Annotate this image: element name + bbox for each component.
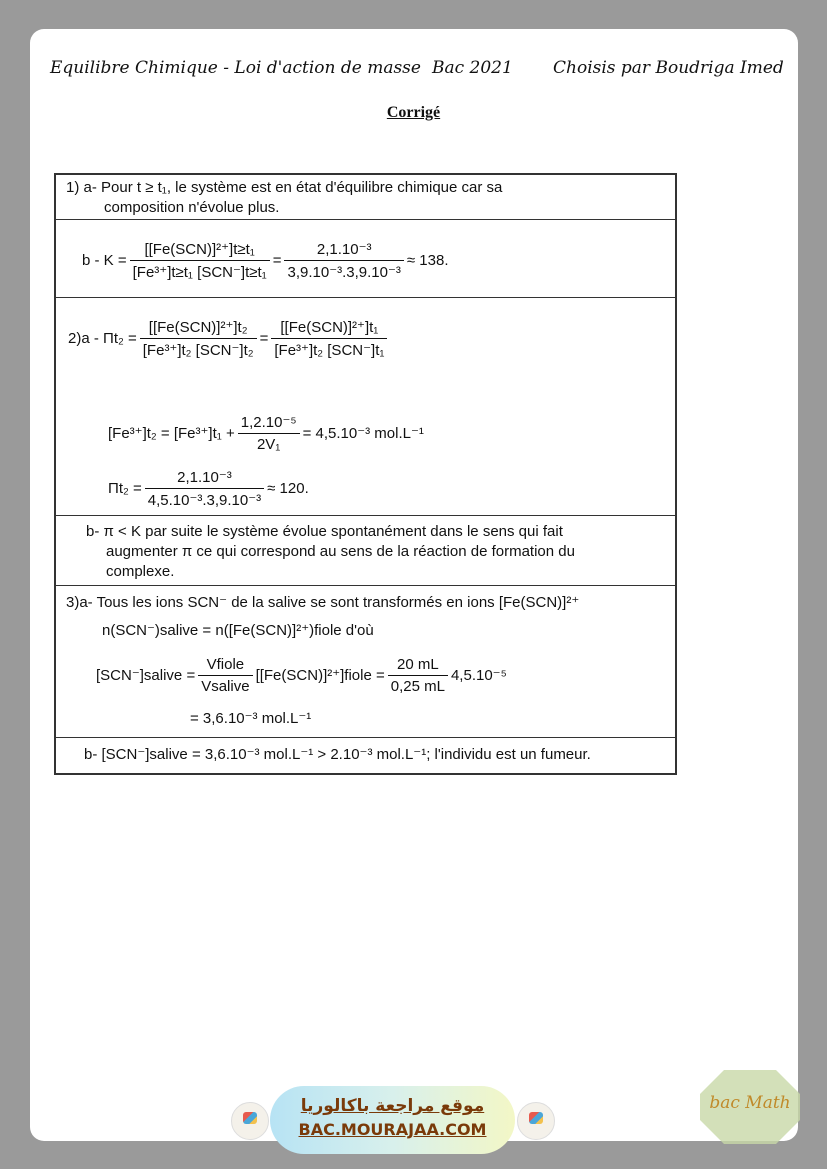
q2a-num2: [[Fe(SCN)]²⁺]t₁ [271, 318, 387, 339]
q2a-fe-num: 1,2.10⁻⁵ [238, 413, 300, 434]
header-year: Bac 2021 [432, 58, 513, 78]
header-author: Choisis par Boudriga Imed [553, 58, 784, 78]
q3a-line2: n(SCN⁻)salive = n([Fe(SCN)]²⁺)fiole d'où [102, 622, 374, 639]
q2a-label: 2)a - Πt₂ = [68, 329, 137, 347]
q3a-left: [SCN⁻]salive = [96, 667, 196, 684]
q2a-den1: [Fe³⁺]t₂ [SCN⁻]t₂ [142, 341, 254, 359]
q2a-den2: [Fe³⁺]t₂ [SCN⁻]t₁ [274, 341, 385, 359]
q1b-den2: 3,9.10⁻³.3,9.10⁻³ [287, 263, 401, 281]
q3a-mden: 0,25 mL [390, 677, 445, 695]
q1b-num2: 2,1.10⁻³ [284, 240, 403, 261]
q1b-label: b - K = [82, 251, 127, 269]
q2a-fe-left: [Fe³⁺]t₂ = [Fe³⁺]t₁ + [108, 425, 235, 442]
q2a-eq: = [259, 329, 269, 347]
site-banner[interactable] [270, 1086, 515, 1154]
site-logo-right-icon [517, 1102, 555, 1140]
q1b-den: [Fe³⁺]t≥t₁ [SCN⁻]t≥t₁ [132, 263, 267, 281]
answer-table [54, 173, 677, 775]
q1a-line1: 1) a- Pour t ≥ t₁, le système est en état d'équilibre chimique car sa [66, 179, 503, 196]
q2a-pi-label: Πt₂ = [108, 479, 142, 497]
q2a-num1: [[Fe(SCN)]²⁺]t₂ [140, 318, 257, 339]
q3a-vnum: Vfiole [198, 656, 252, 676]
q1b-eq: = [272, 251, 282, 269]
page-title: Corrigé [386, 104, 441, 121]
q3a-tail: 4,5.10⁻⁵ [450, 667, 507, 684]
q2a-pi-den: 4,5.10⁻³.3,9.10⁻³ [147, 491, 262, 509]
q3a-formula [96, 647, 507, 703]
q3a-mid: [[Fe(SCN)]²⁺]fiole = [255, 667, 385, 684]
q2a-fe-result: = 4,5.10⁻³ mol.L⁻¹ [302, 425, 424, 442]
q2a-pi-formula [108, 463, 309, 513]
bacmath-badge [698, 1068, 802, 1146]
q3a-line1: 3)a- Tous les ions SCN⁻ de la salive se sont transformés en ions [Fe(SCN)]²⁺ [66, 594, 580, 611]
q3a-mnum: 20 mL [388, 656, 448, 676]
q2b-line1: b- π < K par suite le système évolue spontanément dans le sens qui fait [86, 523, 563, 540]
site-name-arabic[interactable]: موقع مراجعة باكالوريا [300, 1096, 485, 1116]
q1b-formula [82, 225, 449, 295]
q3a-vden: Vsalive [201, 677, 250, 695]
q2a-pi-num: 2,1.10⁻³ [145, 468, 264, 489]
site-url-link[interactable]: BAC.MOURAJAA.COM [298, 1120, 487, 1139]
site-logo-left-icon [231, 1102, 269, 1140]
q2a-fe-formula [108, 405, 424, 461]
q3a-result: = 3,6.10⁻³ mol.L⁻¹ [190, 710, 312, 727]
q1b-num: [[Fe(SCN)]²⁺]t≥t₁ [130, 240, 270, 261]
badge-label: bac Math [709, 1093, 791, 1113]
header-title: Equilibre Chimique - Loi d'action de masse [50, 58, 421, 78]
q1a-line2: composition n'évolue plus. [104, 199, 280, 216]
q3b-line: b- [SCN⁻]salive = 3,6.10⁻³ mol.L⁻¹ > 2.10⁻³ mol.L⁻¹; l'individu est un fumeur. [84, 746, 591, 763]
q1b-result: ≈ 138. [406, 251, 449, 269]
q2a-formula [68, 303, 390, 373]
q2a-fe-den: 2V₁ [256, 436, 281, 453]
q2b-line3: complexe. [106, 563, 175, 580]
q2a-pi-result: ≈ 120. [267, 479, 309, 497]
q2b-line2: augmenter π ce qui correspond au sens de la réaction de formation du [106, 543, 575, 560]
